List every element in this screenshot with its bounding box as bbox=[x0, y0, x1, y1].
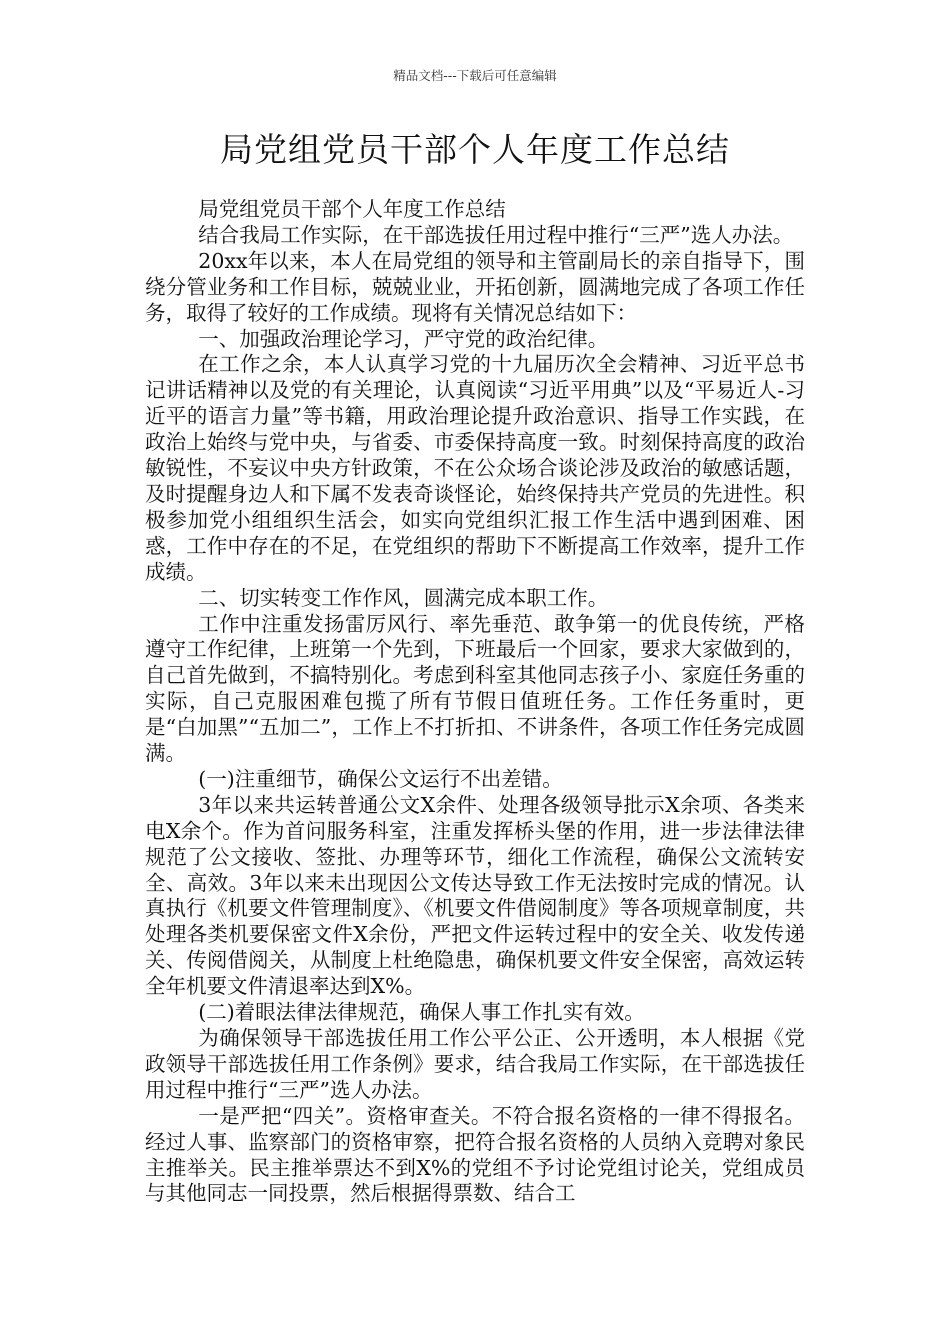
document-body bbox=[145, 197, 805, 1207]
paragraph: 在工作之余，本人认真学习党的十九届历次全会精神、习近平总书记讲话精神以及党的有关理论，认真阅读“习近平用典”以及“平易近人-习近平的语言力量”等书籍，用政治理论提升政治意识、指导工作实践，在政治上始终与党中央，与省委、市委保持高度一致。时刻保持高度的政治敏锐性，不妄议中央方针政策，不在公众场合谈论涉及政治的敏感话题，及时提醒身边人和下属不发表奇谈怪论，始终保持共产党员的先进性。积极参加党小组组织生活会，如实向党组织汇报工作生活中遇到困难、困惑，工作中存在的不足，在党组织的帮助下不断提高工作效率，提升工作成绩。 bbox=[145, 352, 805, 584]
subsection-heading: (一)注重细节，确保公文运行不出差错。 bbox=[198, 766, 563, 791]
subsection-heading: (二)着眼法律法律规范，确保人事工作扎实有效。 bbox=[198, 1000, 645, 1025]
section-heading: 一、加强政治理论学习，严守党的政治纪律。 bbox=[198, 326, 609, 351]
paragraph: 局党组党员干部个人年度工作总结 bbox=[198, 197, 506, 221]
paragraph: 一是严把“四关”。资格审查关。不符合报名资格的一律不得报名。经过人事、监察部门的资格审察，把符合报名资格的人员纳入竞聘对象民主推举关。民主推举票达不到X%的党组不予讨论党组讨论关，党组成员与其他同志一同投票，然后根据得票数、结合工 bbox=[145, 1103, 805, 1206]
paragraph: 20xx年以来，本人在局党组的领导和主管副局长的亲自指导下，围绕分管业务和工作目标，兢兢业业，开拓创新，圆满地完成了各项工作任务，取得了较好的工作成绩。现将有关情况总结如下： bbox=[145, 248, 805, 325]
header-note: 精品文档---下载后可任意编辑 bbox=[393, 68, 557, 83]
paragraph: 结合我局工作实际，在干部选拔任用过程中推行“三严”选人办法。 bbox=[198, 222, 794, 247]
document-title: 局党组党员干部个人年度工作总结 bbox=[220, 130, 730, 169]
paragraph: 3年以来共运转普通公文X余件、处理各级领导批示X余项、各类来电X余个。作为首问服务科室，注重发挥桥头堡的作用，进一步法律法律规范了公文接收、签批、办理等环节，细化工作流程，确保公文流转安全、高效。3年以来未出现因公文传达导致工作无法按时完成的情况。认真执行《机要文件管理制度》、《机要文件借阅制度》等各项规章制度，共处理各类机要保密文件X余份，严把文件运转过程中的安全关、收发传递关、传阅借阅关，从制度上杜绝隐患，确保机要文件安全保密，高效运转全年机要文件清退率达到X%。 bbox=[145, 792, 805, 999]
paragraph: 为确保领导干部选拔任用工作公平公正、公开透明，本人根据《党政领导干部选拔任用工作条例》要求，结合我局工作实际，在干部选拔任用过程中推行“三严”选人办法。 bbox=[145, 1026, 805, 1102]
section-heading: 二、切实转变工作作风，圆满完成本职工作。 bbox=[198, 585, 609, 610]
paragraph: 工作中注重发扬雷厉风行、率先垂范、敢争第一的优良传统，严格遵守工作纪律，上班第一个先到，下班最后一个回家，要求大家做到的，自己首先做到，不搞特别化。考虑到科室其他同志孩子小、家庭任务重的实际，自己克服困难包揽了所有节假日值班任务。工作任务重时，更是“白加黑”“五加二”，工作上不打折扣、不讲条件，各项工作任务完成圆满。 bbox=[145, 611, 805, 766]
